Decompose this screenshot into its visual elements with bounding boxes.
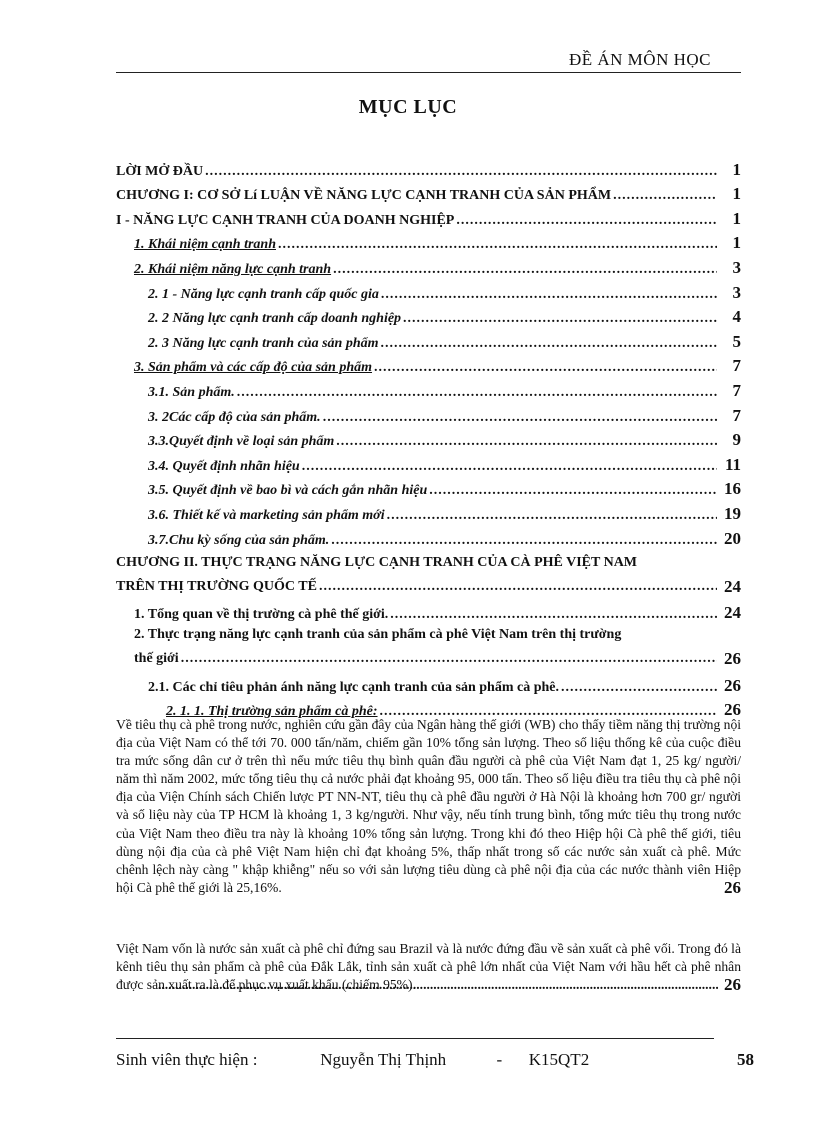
toc-leader-dots <box>381 287 717 303</box>
toc-entry[interactable] <box>116 376 741 401</box>
paragraph-1-page: 26 <box>724 877 741 897</box>
toc-entry-page: 1 <box>732 159 741 179</box>
toc-entry-label: 2. 3 Năng lực cạnh tranh của sản phẩm <box>148 335 379 351</box>
toc-entry[interactable] <box>116 599 741 624</box>
toc-entry-page: 24 <box>724 603 741 623</box>
toc-entry-label: 2. Khái niệm năng lực cạnh tranh <box>134 261 332 277</box>
toc-entry-page: 19 <box>724 503 741 523</box>
toc-entry[interactable] <box>116 303 741 328</box>
toc-entry-page: 7 <box>732 356 741 376</box>
footer-student-name: Nguyễn Thị Thịnh <box>320 1050 447 1069</box>
toc-entry[interactable] <box>116 278 741 303</box>
toc-entry-label: 3.3.Quyết định về loại sản phẩm <box>148 434 335 450</box>
page-header <box>116 50 741 73</box>
paragraph-2-text: Việt Nam vốn là nước sản xuất cà phê chỉ đứng sau Brazil và là nước đứng đầu về sản xuất cà phê vối. Trong đó là kênh tiêu thụ sản phẩm cà phê của Đắk Lắk, tỉnh sản xuất cà phê lớn nhất của Việt Nam với hầu hết cà phê nhân được sản xuất ra là để phục vụ xuất khẩu (chiếm 95%). <box>116 941 741 993</box>
toc-entry-label: 2. 1 - Năng lực cạnh tranh cấp quốc gia <box>148 286 379 302</box>
toc-entry[interactable] <box>116 180 741 205</box>
toc-entry-page: 9 <box>732 430 741 450</box>
toc-entry-label: 2. 1. 1. Thị trường sản phẩm cà phê: <box>166 704 378 720</box>
toc-chapter-2[interactable] <box>116 551 741 599</box>
toc-leader-dots <box>336 434 717 450</box>
toc-item-2[interactable] <box>116 623 741 671</box>
toc-chapter-2-page: 24 <box>724 576 741 596</box>
toc-entry-label: 1. Khái niệm cạnh tranh <box>134 237 276 253</box>
footer <box>116 1050 589 1070</box>
toc-entry-label: 3.6. Thiết kế và marketing sản phẩm mới <box>148 507 385 523</box>
toc-leader-dots <box>381 336 718 352</box>
toc-item-2-line2: thế giới <box>134 651 179 667</box>
toc-entry-page: 11 <box>724 454 741 474</box>
toc-entry-page: 3 <box>732 282 741 302</box>
toc-entry-label: 1. Tổng quan về thị trường cà phê thế giới. <box>134 607 389 623</box>
toc-entry-label: CHƯƠNG I: CƠ SỞ Lí LUẬN VỀ NĂNG LỰC CẠNH TRANH CỦA SẢN PHẨM <box>116 188 612 204</box>
toc-entry-label: 3. 2Các cấp độ của sản phẩm. <box>148 409 321 425</box>
footer-label: Sinh viên thực hiện : <box>116 1050 258 1069</box>
toc-entry[interactable] <box>116 155 741 180</box>
toc-entry-page: 7 <box>732 380 741 400</box>
toc-leader-dots <box>561 680 717 696</box>
toc-entry-label: 3.4. Quyết định nhãn hiệu <box>148 458 300 474</box>
toc-entry[interactable] <box>116 401 741 426</box>
page-number: 58 <box>737 1050 754 1069</box>
toc-item-2-line1: 2. Thực trạng năng lực cạnh tranh của sản phẩm cà phê Việt Nam trên thị trường <box>134 627 622 643</box>
toc-entry[interactable] <box>116 426 741 451</box>
table-of-contents <box>116 155 741 720</box>
toc-entry-page: 26 <box>724 675 741 695</box>
toc-leader-dots <box>331 533 717 549</box>
toc-entry-label: LỜI MỞ ĐẦU <box>116 163 204 179</box>
header-title: ĐỀ ÁN MÔN HỌC <box>568 50 711 69</box>
toc-entry-label: I - NĂNG LỰC CẠNH TRANH CỦA DOANH NGHIỆP <box>116 212 455 228</box>
toc-entry-page: 5 <box>732 331 741 351</box>
toc-entry[interactable] <box>116 352 741 377</box>
toc-entry-label: 3. Sản phẩm và các cấp độ của sản phẩm <box>134 360 373 376</box>
paragraph-domestic-consumption <box>116 716 741 897</box>
toc-entry-label: 3.1. Sản phẩm. <box>148 384 235 400</box>
toc-entry[interactable] <box>116 524 741 549</box>
toc-leader-dots <box>390 607 717 623</box>
toc-leader-dots <box>403 311 717 327</box>
toc-entry[interactable] <box>116 499 741 524</box>
toc-entry-page: 20 <box>724 528 741 548</box>
footer-class: K15QT2 <box>528 1050 590 1069</box>
footer-separator: - <box>496 1050 503 1069</box>
paragraph-2-page: 26 <box>724 975 741 995</box>
toc-entry-label: 2. 2 Năng lực cạnh tranh cấp doanh nghiệp <box>148 311 402 327</box>
toc-leader-dots <box>205 164 717 180</box>
toc-item-2-page: 26 <box>724 649 741 669</box>
page-title: MỤC LỤC <box>358 96 458 118</box>
toc-entry[interactable] <box>116 229 741 254</box>
toc-entry-page: 16 <box>724 479 741 499</box>
toc-leader-dots <box>237 385 717 401</box>
toc-entry[interactable] <box>116 671 741 696</box>
toc-entry-page: 4 <box>732 307 741 327</box>
toc-leader-dots <box>456 213 717 229</box>
toc-leader-dots <box>613 188 717 204</box>
toc-entry[interactable] <box>116 475 741 500</box>
footer-divider <box>116 1038 714 1039</box>
toc-entry-page: 1 <box>732 208 741 228</box>
toc-leader-dots <box>302 459 717 475</box>
toc-leader-dots <box>387 508 717 524</box>
paragraph-1-text: Về tiêu thụ cà phê trong nước, nghiên cứu gần đây của Ngân hàng thế giới (WB) cho thấy tiềm năng thị trường nội địa của Việt Nam có thể tới 70. 000 tấn/năm, chiếm gần 10% tổng sản lượng. Theo số liệu thống kê của cuộc điều tra mức sống dân cư ở trên thì nếu mức tiêu thụ bình quân đầu người cà phê của Việt Nam đạt 1, 25 kg/ người/ năm thì năm 2002, mức tổng tiêu thụ cả nước phải đạt khoảng 95, 000 tấn. Theo số liệu điều tra tiêu thụ cà phê nội địa của Viện Chính sách Chiến lược PT NN-NT, tiêu thụ cà phê đầu người ở Hà Nội là khoảng hơn 700 gr/ người và số liệu này của TP HCM là khoảng 1, 3 kg/người. Như vậy, nếu tính trung bình, tổng mức tiêu thụ trong nước của Việt Nam theo điều tra này là khoảng 10% tổng sản lượng. Trong khi đó theo Hiệp hội Cà phê thế giới, tiêu dùng nội địa của cà phê Việt Nam hiện chỉ đạt khoảng 5%, thấp nhất trong số các nước sản xuất cà phê. Mức chênh lệch này càng " khập khiễng" nếu so với sản lượng tiêu dùng cà phê nội địa của các nước thành viên Hiệp hội Cà phê thế giới là 25,16%. <box>116 717 742 895</box>
toc-entry-page: 26 <box>724 700 741 720</box>
toc-entry-page: 7 <box>732 405 741 425</box>
paragraph-export <box>116 940 741 994</box>
toc-leader-dots <box>323 410 717 426</box>
toc-entry-label: 3.5. Quyết định về bao bì và cách gắn nhãn hiệu <box>148 483 428 499</box>
toc-entry-page: 1 <box>732 184 741 204</box>
toc-entry-page: 3 <box>732 257 741 277</box>
toc-leader-dots <box>333 262 717 278</box>
toc-entry[interactable] <box>116 450 741 475</box>
toc-entry[interactable] <box>116 327 741 352</box>
toc-leader-dots <box>278 237 717 253</box>
toc-leader-dots <box>374 360 717 376</box>
toc-entry-label: 2.1. Các chỉ tiêu phản ánh năng lực cạnh tranh của sản phẩm cà phê. <box>148 679 559 695</box>
toc-entry[interactable] <box>116 253 741 278</box>
toc-entry-label: 3.7.Chu kỳ sống của sản phẩm. <box>148 532 330 548</box>
toc-leader-dots <box>429 483 717 499</box>
toc-entry-page: 1 <box>732 233 741 253</box>
toc-entry[interactable] <box>116 204 741 229</box>
toc-chapter-2-line1: CHƯƠNG II. THỰC TRẠNG NĂNG LỰC CẠNH TRANH CỦA CÀ PHÊ VIỆT NAM <box>116 554 638 570</box>
toc-chapter-2-line2: TRÊN THỊ TRƯỜNG QUỐC TẾ <box>116 578 317 594</box>
